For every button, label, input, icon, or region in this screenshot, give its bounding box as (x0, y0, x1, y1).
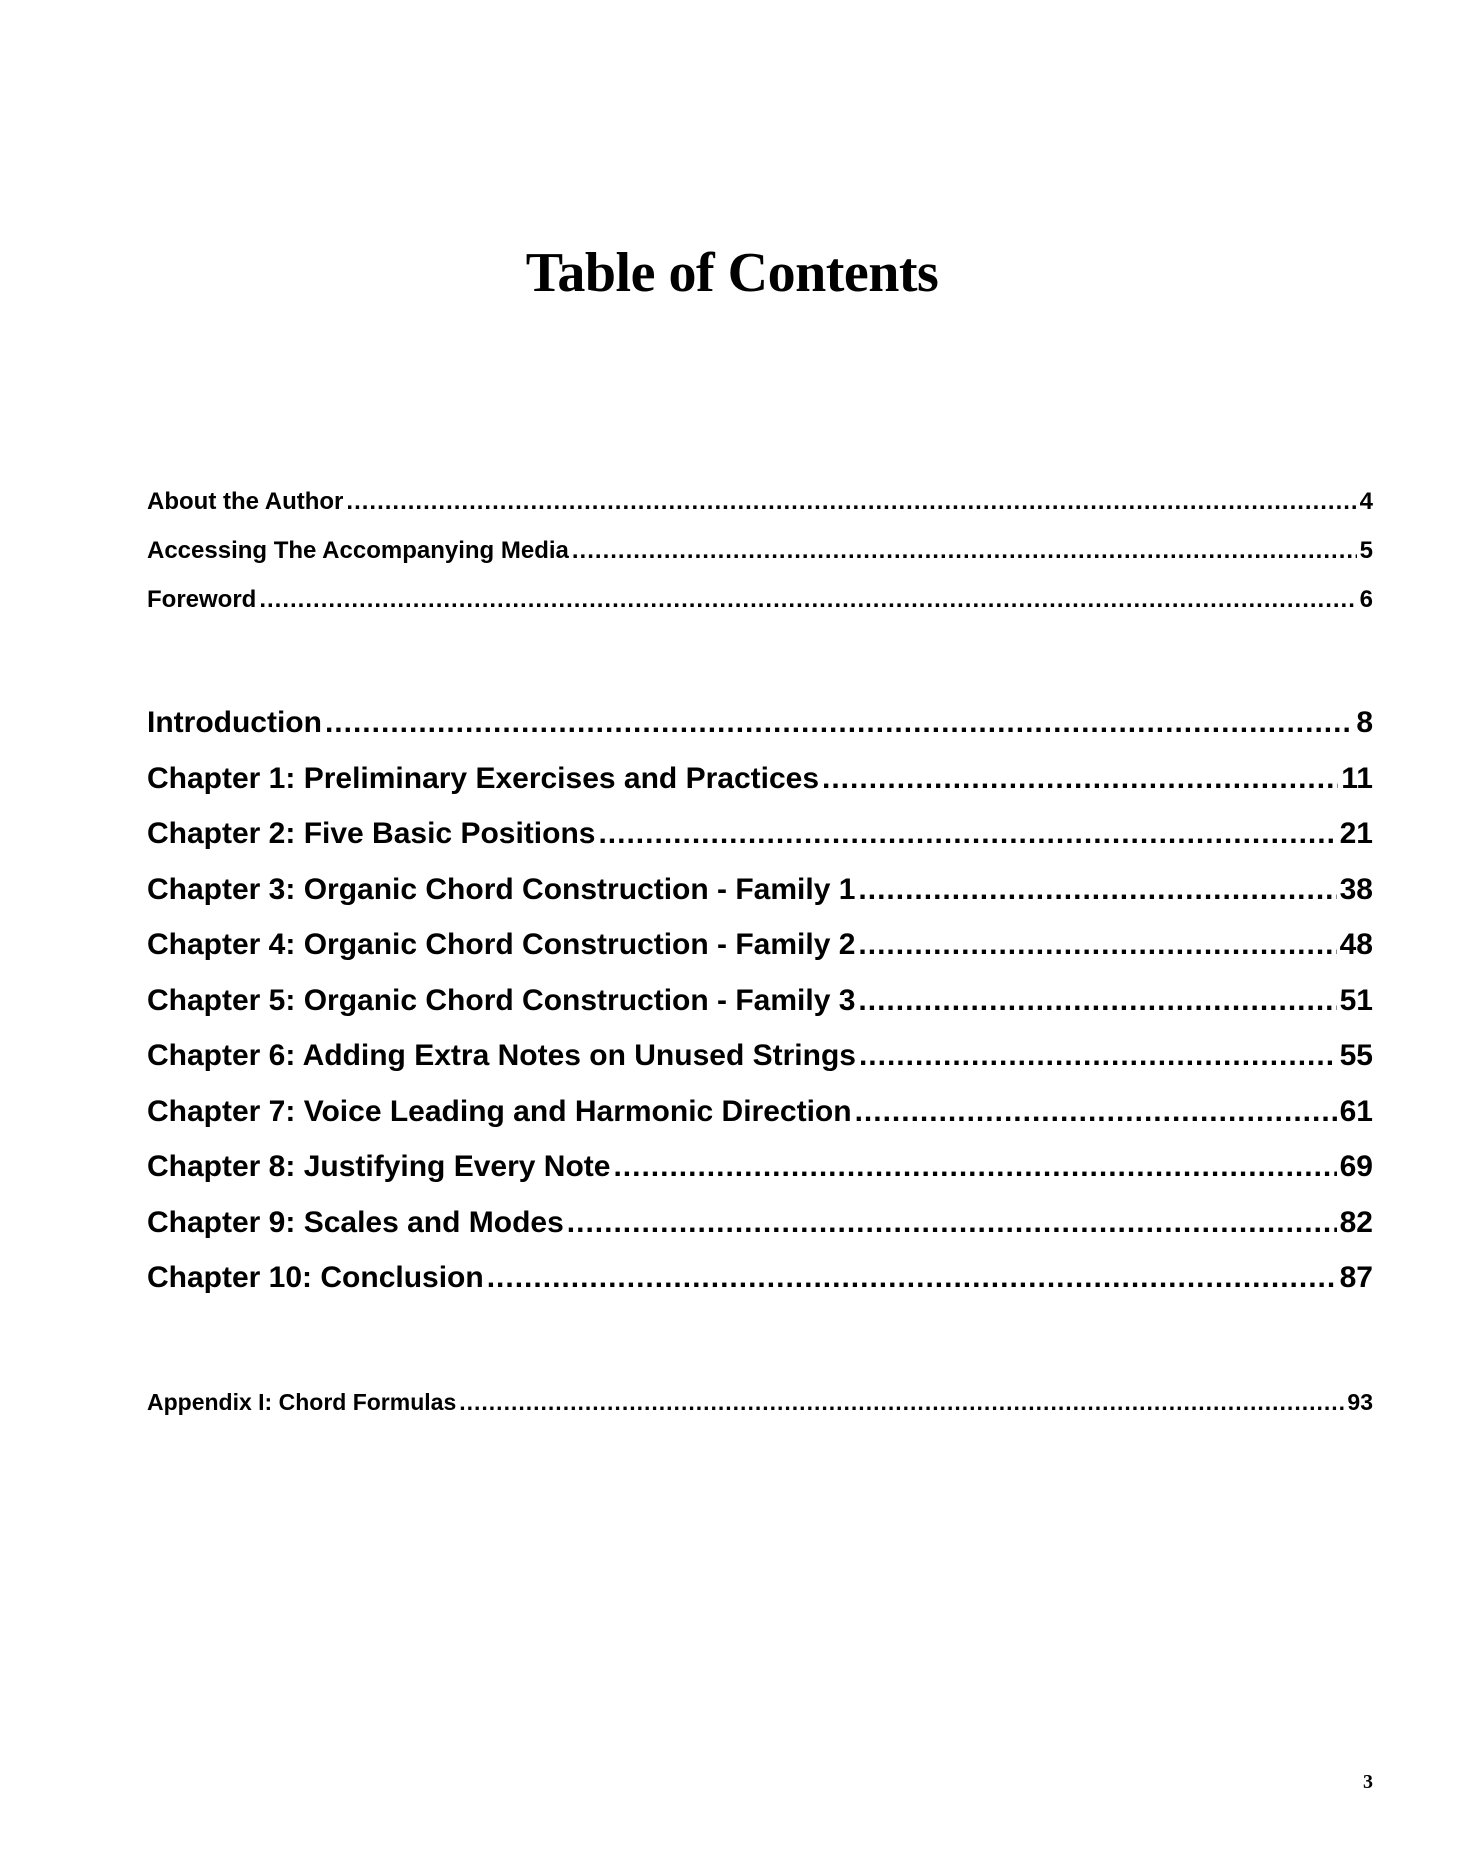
toc-entry-page: 6 (1359, 586, 1373, 613)
toc-entry-appendix-1[interactable] (147, 1384, 1373, 1420)
toc-entry-chapter-4[interactable] (147, 922, 1373, 978)
toc-entry-label: Chapter 10: Conclusion (147, 1261, 484, 1294)
toc-entry-page: 82 (1339, 1205, 1373, 1239)
toc-entry-label: Chapter 6: Adding Extra Notes on Unused Strings (147, 1039, 856, 1072)
toc-entry-accessing-media[interactable] (147, 533, 1373, 582)
toc-entry-chapter-6[interactable] (147, 1033, 1373, 1089)
dot-leader (858, 922, 1336, 968)
dot-leader (822, 756, 1338, 802)
dot-leader (346, 484, 1356, 520)
chapters-list (147, 700, 1373, 1311)
toc-entry-chapter-1[interactable] (147, 756, 1373, 812)
dot-leader (598, 811, 1336, 857)
dot-leader (613, 1144, 1336, 1190)
toc-entry-page: 51 (1339, 983, 1373, 1017)
dot-leader (858, 867, 1336, 913)
dot-leader (487, 1255, 1337, 1301)
dot-leader (859, 1033, 1337, 1079)
toc-entry-chapter-2[interactable] (147, 811, 1373, 867)
toc-entry-introduction[interactable] (147, 700, 1373, 756)
toc-entry-chapter-5[interactable] (147, 978, 1373, 1034)
toc-entry-page: 8 (1356, 706, 1373, 739)
toc-entry-chapter-3[interactable] (147, 867, 1373, 923)
dot-leader (259, 582, 1356, 618)
toc-entry-page: 55 (1339, 1039, 1373, 1072)
page-number: 3 (1363, 1771, 1373, 1793)
toc-entry-page: 48 (1339, 928, 1373, 961)
toc-entry-page: 87 (1339, 1261, 1373, 1294)
front-matter-list (147, 484, 1373, 631)
dot-leader (572, 533, 1357, 569)
toc-entry-label: Chapter 9: Scales and Modes (147, 1205, 564, 1239)
toc-entry-page: 93 (1347, 1389, 1373, 1415)
toc-entry-page: 21 (1339, 817, 1373, 850)
toc-entry-label: Chapter 3: Organic Chord Construction - Family 1 (147, 872, 856, 906)
toc-entry-label: Chapter 5: Organic Chord Construction - Family 3 (147, 983, 856, 1017)
toc-entry-page: 69 (1339, 1150, 1373, 1183)
dot-leader (459, 1384, 1344, 1420)
toc-entry-about-the-author[interactable] (147, 484, 1373, 533)
dot-leader (858, 978, 1336, 1024)
toc-entry-label: Chapter 4: Organic Chord Construction - Family 2 (147, 928, 856, 961)
toc-entry-chapter-9[interactable] (147, 1200, 1373, 1256)
dot-leader (567, 1200, 1337, 1246)
toc-entry-chapter-10[interactable] (147, 1255, 1373, 1311)
toc-entry-page: 11 (1341, 761, 1373, 795)
dot-leader (855, 1089, 1337, 1135)
toc-entry-label: Chapter 8: Justifying Every Note (147, 1150, 611, 1183)
dot-leader (325, 700, 1353, 746)
toc-entry-foreword[interactable] (147, 582, 1373, 631)
toc-entry-label: Chapter 2: Five Basic Positions (147, 817, 596, 850)
toc-entry-chapter-7[interactable] (147, 1089, 1373, 1145)
toc-entry-page: 38 (1339, 872, 1373, 906)
toc-entry-label: Accessing The Accompanying Media (147, 537, 569, 564)
toc-entry-chapter-8[interactable] (147, 1144, 1373, 1200)
toc-entry-label: Chapter 7: Voice Leading and Harmonic Direction (147, 1094, 852, 1128)
toc-entry-page: 61 (1339, 1094, 1373, 1128)
toc-entry-label: Appendix I: Chord Formulas (147, 1389, 457, 1415)
toc-entry-label: Foreword (147, 586, 257, 613)
toc-entry-label: About the Author (147, 488, 344, 515)
toc-entry-label: Chapter 1: Preliminary Exercises and Practices (147, 761, 820, 795)
appendix-list (147, 1384, 1373, 1420)
toc-entry-page: 4 (1359, 488, 1373, 515)
toc-entry-page: 5 (1359, 537, 1373, 564)
page-title: Table of Contents (525, 242, 939, 304)
toc-entry-label: Introduction (147, 706, 322, 739)
